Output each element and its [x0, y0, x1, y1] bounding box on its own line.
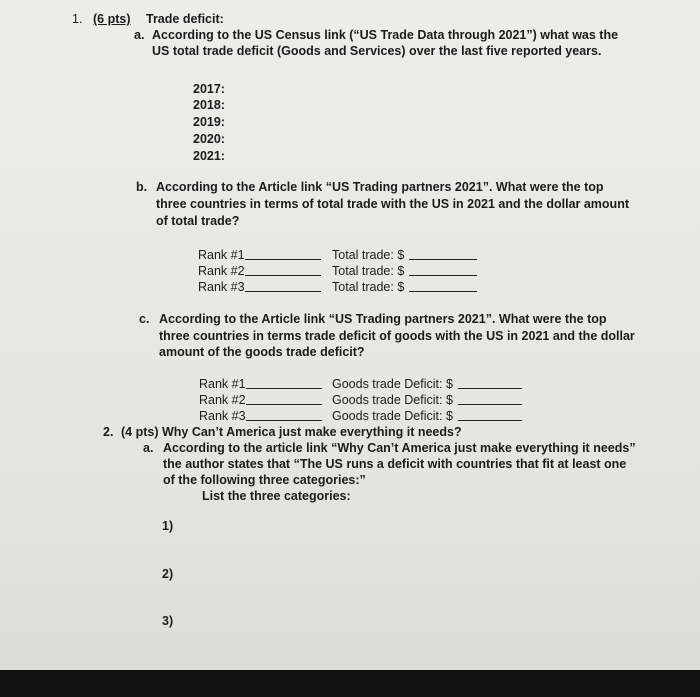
- q1b-rank-3-blank: [245, 279, 321, 292]
- q1c-deficit-2-blank: [458, 392, 522, 405]
- q1-title: Trade deficit:: [146, 12, 224, 26]
- q1c-deficit-1: Goods trade Deficit: $: [332, 377, 453, 391]
- q1b-line2: three countries in terms of total trade with the US in 2021 and the dollar amount: [156, 197, 629, 211]
- q1c-line1: According to the Article link “US Trading partners 2021”. What were the top: [159, 312, 607, 326]
- q1c-letter: c.: [139, 312, 150, 326]
- q1b-trade-3: Total trade: $: [332, 280, 405, 294]
- q2a-letter: a.: [143, 441, 154, 455]
- q1b-trade-1-blank: [409, 247, 477, 260]
- year-2021: 2021:: [193, 149, 225, 163]
- q1c-rank-3: Rank #3: [199, 409, 246, 423]
- q1b-rank-2: Rank #2: [198, 264, 245, 278]
- q2-number: 2.: [103, 425, 114, 439]
- q1b-trade-2-blank: [409, 263, 477, 276]
- q1c-line3: amount of the goods trade deficit?: [159, 345, 365, 359]
- q1c-rank-1: Rank #1: [199, 377, 246, 391]
- q1b-rank-2-blank: [245, 263, 321, 276]
- q1c-rank-2-blank: [246, 392, 322, 405]
- q1c-deficit-3: Goods trade Deficit: $: [332, 409, 453, 423]
- category-item-3: 3): [162, 614, 174, 628]
- q1a-line1: According to the US Census link (“US Trade Data through 2021”) what was the: [152, 28, 619, 42]
- q1c-rank-2: Rank #2: [199, 393, 246, 407]
- q1c-rank-1-blank: [246, 376, 322, 389]
- q1a-line2: US total trade deficit (Goods and Services) over the last five reported years.: [152, 44, 602, 58]
- q1c-deficit-2: Goods trade Deficit: $: [332, 393, 453, 407]
- photo-border: [0, 670, 700, 697]
- q1b-letter: b.: [136, 180, 148, 194]
- q2a-line4: List the three categories:: [202, 489, 351, 503]
- q2a-line1: According to the article link “Why Can’t America just make everything it needs”: [163, 441, 636, 455]
- q2a-line2: the author states that “The US runs a deficit with countries that fit at least one: [163, 457, 627, 471]
- q1c-deficit-3-blank: [458, 408, 522, 421]
- q2a-line3: of the following three categories:”: [163, 473, 366, 487]
- q1b-trade-1: Total trade: $: [332, 248, 405, 262]
- q1c-deficit-1-blank: [458, 376, 522, 389]
- q1b-trade-3-blank: [409, 279, 477, 292]
- category-item-1: 1): [162, 519, 174, 533]
- q1c-rank-3-blank: [246, 408, 322, 421]
- q1-number: 1.: [72, 12, 83, 26]
- q1b-rank-1-blank: [245, 247, 321, 260]
- category-item-2: 2): [162, 567, 174, 581]
- q1c-line2: three countries in terms trade deficit of goods with the US in 2021 and the dollar: [159, 329, 635, 343]
- year-2017: 2017:: [193, 82, 225, 96]
- q1b-rank-3: Rank #3: [198, 280, 245, 294]
- q1b-trade-2: Total trade: $: [332, 264, 405, 278]
- q1b-rank-1: Rank #1: [198, 248, 245, 262]
- q1b-line3: of total trade?: [156, 214, 240, 228]
- year-2020: 2020:: [193, 132, 225, 146]
- q1a-letter: a.: [134, 28, 145, 42]
- q1b-line1: According to the Article link “US Trading partners 2021”. What were the top: [156, 180, 604, 194]
- q2-title: (4 pts) Why Can’t America just make everything it needs?: [121, 425, 462, 439]
- year-2019: 2019:: [193, 115, 225, 129]
- year-2018: 2018:: [193, 98, 225, 112]
- q1-points: (6 pts): [93, 12, 131, 26]
